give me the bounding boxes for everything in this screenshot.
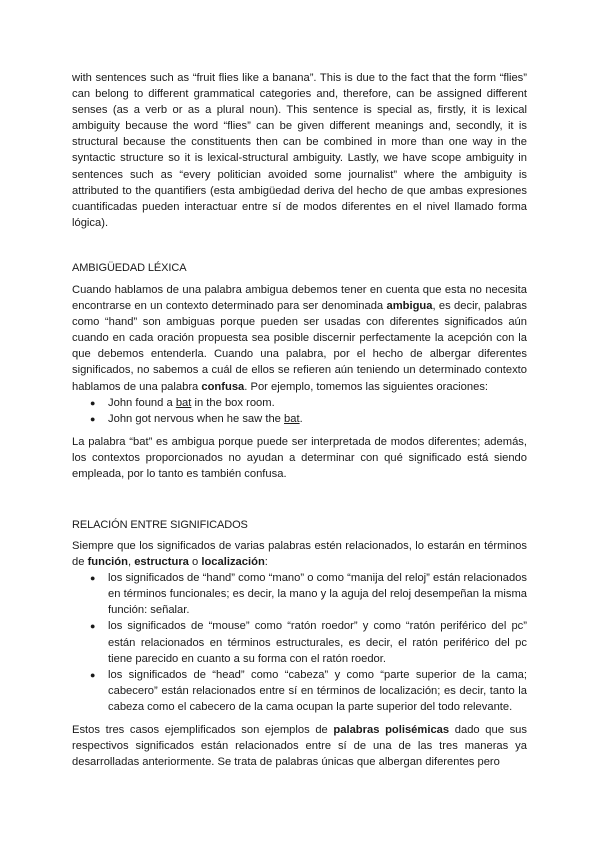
term-funcion: función [87,556,128,569]
bullet-icon: ● [90,669,96,680]
bullet-icon: ● [90,397,96,408]
list-item [72,618,527,666]
section1-p1-text-c: . Por ejemplo, tomemos las siguientes oraciones: [244,380,489,393]
section2-p1-colon: : [264,556,268,569]
section1-p1-text-a: Cuando hablamos de una palabra ambigua debemos tener en cuenta que esta no necesita encontrarse en un contexto determinado para ser denominada [72,284,527,313]
section-heading-ambiguedad-lexica: AMBIGÜEDAD LÉXICA [72,262,187,274]
relations-list [72,570,527,715]
section1-body [72,282,527,482]
bullet-icon: ● [90,621,96,632]
section2-body [72,538,527,770]
relation-item-hand: los significados de “hand” como “mano” o como “manija del reloj” están relacionados en términos funcionales; es decir, la mano y la aguja del reloj desempeñan la misma función: señalar. [108,572,527,617]
section1-paragraph-1 [72,282,527,395]
separator-or: o [188,556,202,569]
section2-paragraph-1 [72,538,527,570]
section2-paragraph-2 [72,722,527,770]
example-2-text-pre: John got nervous when he saw the [108,412,285,425]
section-heading-relacion-entre-significados: RELACIÓN ENTRE SIGNIFICADOS [72,519,248,531]
relation-item-mouse: los significados de “mouse” como “ratón roedor” y como “ratón periférico del pc” están relacionados en términos estructurales, es decir, el ratón periférico del pc tiene parecido en cuanto a su forma con el ratón roedor. [108,620,527,665]
intro-paragraph-block [72,70,527,231]
intro-paragraph: with sentences such as “fruit flies like a banana”. This is due to the fact that the form “flies” can belong to different grammatical categories and, therefore, can be assigned different senses (as a verb or as a plural noun). This sentence is special as, firstly, it is lexical ambiguity because the word “flies” can be given different meanings and, secondly, it is structural because the constituents then can be combined in more than one way in the syntactic structure so it is lexical-structural ambiguity. Lastly, we have scope ambiguity in sentences such as “every politician avoided some journalist” where the ambiguity is attributed to the quantifiers (esta ambigüedad deriva del hecho de que ambas expresiones cuantificadas pueden interactuar entre sí de modos diferentes en el nivel llamado forma lógica). [72,72,527,229]
term-confusa: confusa [201,380,245,393]
bullet-icon: ● [90,413,96,424]
relation-item-head: los significados de “head” como “cabeza” y como “parte superior de la cama; cabecero” están relacionados entre sí en términos de localización; es decir, tanto la cabeza como el cabecero de la cama ocupan la parte superior del todo relevante. [108,668,527,713]
term-estructura: estructura [134,556,189,569]
section1-paragraph-2: La palabra “bat” es ambigua porque puede ser interpretada de modos diferentes; además, los contextos proporcionados no ayudan a determinar con qué significado está siendo empleada, por lo tanto es también confusa. [72,435,527,481]
example-2-keyword: bat [284,412,300,425]
section1-p1-text-b: , es decir, palabras como “hand” son ambiguas porque pueden ser usadas con diferentes significados aún cuando en cada oración propuesta sea posible discernir perfectamente la acepción con la que debemos entenderla. Cuando una palabra, por el hecho de albergar diferentes significados, no sabemos a cuál de ellos se refieren aún teniendo un determinado contexto hablamos de una palabra [72,300,527,393]
section2-p1-text: Siempre que los significados de varias palabras estén relacionados, lo estarán en términos de [72,540,527,569]
examples-list [72,395,527,427]
term-ambigua: ambigua [386,300,433,313]
term-localizacion: localización [201,556,265,569]
list-item [72,411,527,427]
section2-p2-text-a: Estos tres casos ejemplificados son ejemplos de [72,724,334,737]
example-1-text-pre: John found a [108,396,176,409]
example-2-text-post: . [299,412,303,425]
separator-comma: , [127,556,135,569]
list-item [72,667,527,715]
list-item [72,570,527,618]
term-palabras-polisemicas: palabras polisémicas [333,724,450,737]
example-1-text-post: in the box room. [191,396,275,409]
section2-p2-text-b: dado que sus respectivos significados están relacionados entre sí de una de las tres maneras ya desarrolladas anteriormente. Se trata de palabras únicas que albergan diferentes pero [72,724,527,769]
list-item [72,395,527,411]
example-1-keyword: bat [175,396,192,409]
bullet-icon: ● [90,573,96,584]
